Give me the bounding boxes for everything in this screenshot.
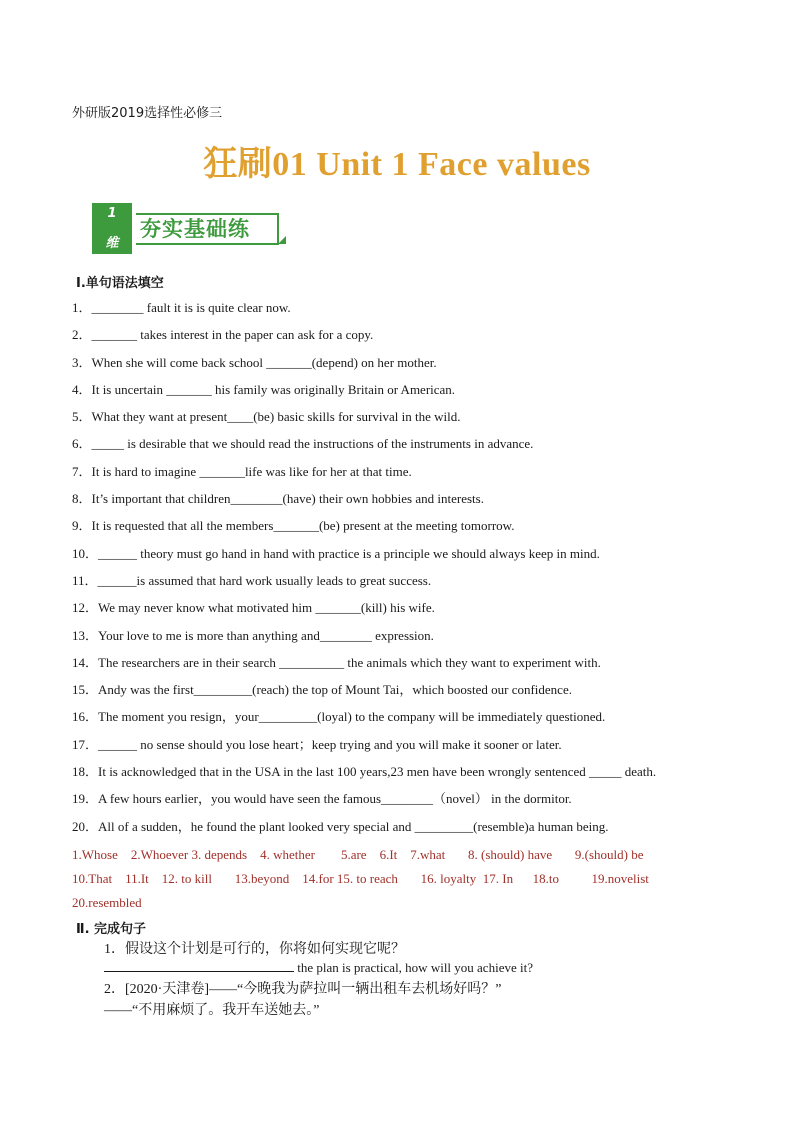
question-item: 15．Andy was the first_________(reach) the top of Mount Tai，which boosted our confidence. [72, 682, 572, 698]
question-item: 11．______is assumed that hard work usually leads to great success. [72, 572, 432, 588]
question-item: 13．Your love to me is more than anything and________ expression. [72, 627, 434, 643]
question-item: 5．What they want at present____(be) basic skills for survival in the wild. [72, 409, 461, 425]
question-item: 3．When she will come back school _______(depend) on her mother. [72, 354, 437, 370]
question-item: 14．The researchers are in their search __________ the animals which they want to experiment with. [72, 654, 601, 670]
question-item: 18．It is acknowledged that in the USA in the last 100 years,23 men have been wrongly sentenced _____ death. [72, 764, 657, 780]
question-item: 19．A few hours earlier，you would have seen the famous________（novel） in the dormitor. [72, 791, 572, 807]
badge-number: 1 [107, 206, 117, 221]
section1-heading: Ⅰ.单句语法填空 [76, 276, 164, 291]
question-item: 1．________ fault it is is quite clear now. [72, 300, 291, 315]
badge-corner-decoration [278, 236, 286, 244]
question-item: 6．_____ is desirable that we should read the instructions of the instruments in advance. [72, 436, 534, 452]
question-list [72, 294, 752, 840]
badge-label: 夯实基础练 [136, 213, 279, 245]
document-header: 外研版2019选择性必修三 [72, 106, 223, 121]
question-item: 7．It is hard to imagine _______life was like for her at that time. [72, 463, 412, 479]
answer-row: 1.Whose 2.Whoever 3. depends 4. whether 5.are 6.It 7.what 8. (should) have 9.(should) be [72, 847, 644, 862]
section2-heading: Ⅱ. 完成句子 [76, 922, 147, 937]
section2-q2-reply: ——“不用麻烦了。我开车送她去。” [104, 1003, 320, 1018]
question-item: 20．All of a sudden，he found the plant looked very special and _________(resemble)a human being. [72, 818, 609, 834]
question-item: 2．_______ takes interest in the paper can ask for a copy. [72, 327, 374, 343]
question-item: 4．It is uncertain _______ his family was originally Britain or American. [72, 381, 456, 397]
page-title: 狂刷01 Unit 1 Face values [203, 146, 591, 183]
section2-q1-english [104, 959, 533, 976]
question-item: 12．We may never know what motivated him _______(kill) his wife. [72, 600, 435, 616]
answer-blank [104, 959, 294, 972]
question-item: 16．The moment you resign，your_________(loyal) to the company will be immediately questioned. [72, 709, 606, 725]
section2-q2-chinese: 2．[2020·天津卷]——“今晚我为萨拉叫一辆出租车去机场好吗？” [104, 982, 502, 997]
question-item: 17．______ no sense should you lose heart；keep trying and you will make it sooner or later. [72, 736, 562, 752]
question-item: 8．It’s important that children________(have) their own hobbies and interests. [72, 491, 484, 507]
answer-row: 10.That 11.It 12. to kill 13.beyond 14.for 15. to reach 16. loyalty 17. In 18.to 19.novelist [72, 871, 649, 886]
section2-q1-english-text: the plan is practical, how will you achieve it? [294, 960, 533, 975]
badge-wei: 维 [105, 236, 119, 251]
badge-number-box [92, 203, 132, 254]
section2-q1-chinese: 1．假设这个计划是可行的，你将如何实现它呢？ [104, 942, 405, 957]
question-item: 9．It is requested that all the members_______(be) present at the meeting tomorrow. [72, 518, 515, 534]
section-badge [92, 203, 288, 255]
answer-row: 20.resembled [72, 895, 142, 910]
answer-key [72, 843, 732, 915]
question-item: 10．______ theory must go hand in hand with practice is a principle we should always keep in mind. [72, 545, 600, 561]
